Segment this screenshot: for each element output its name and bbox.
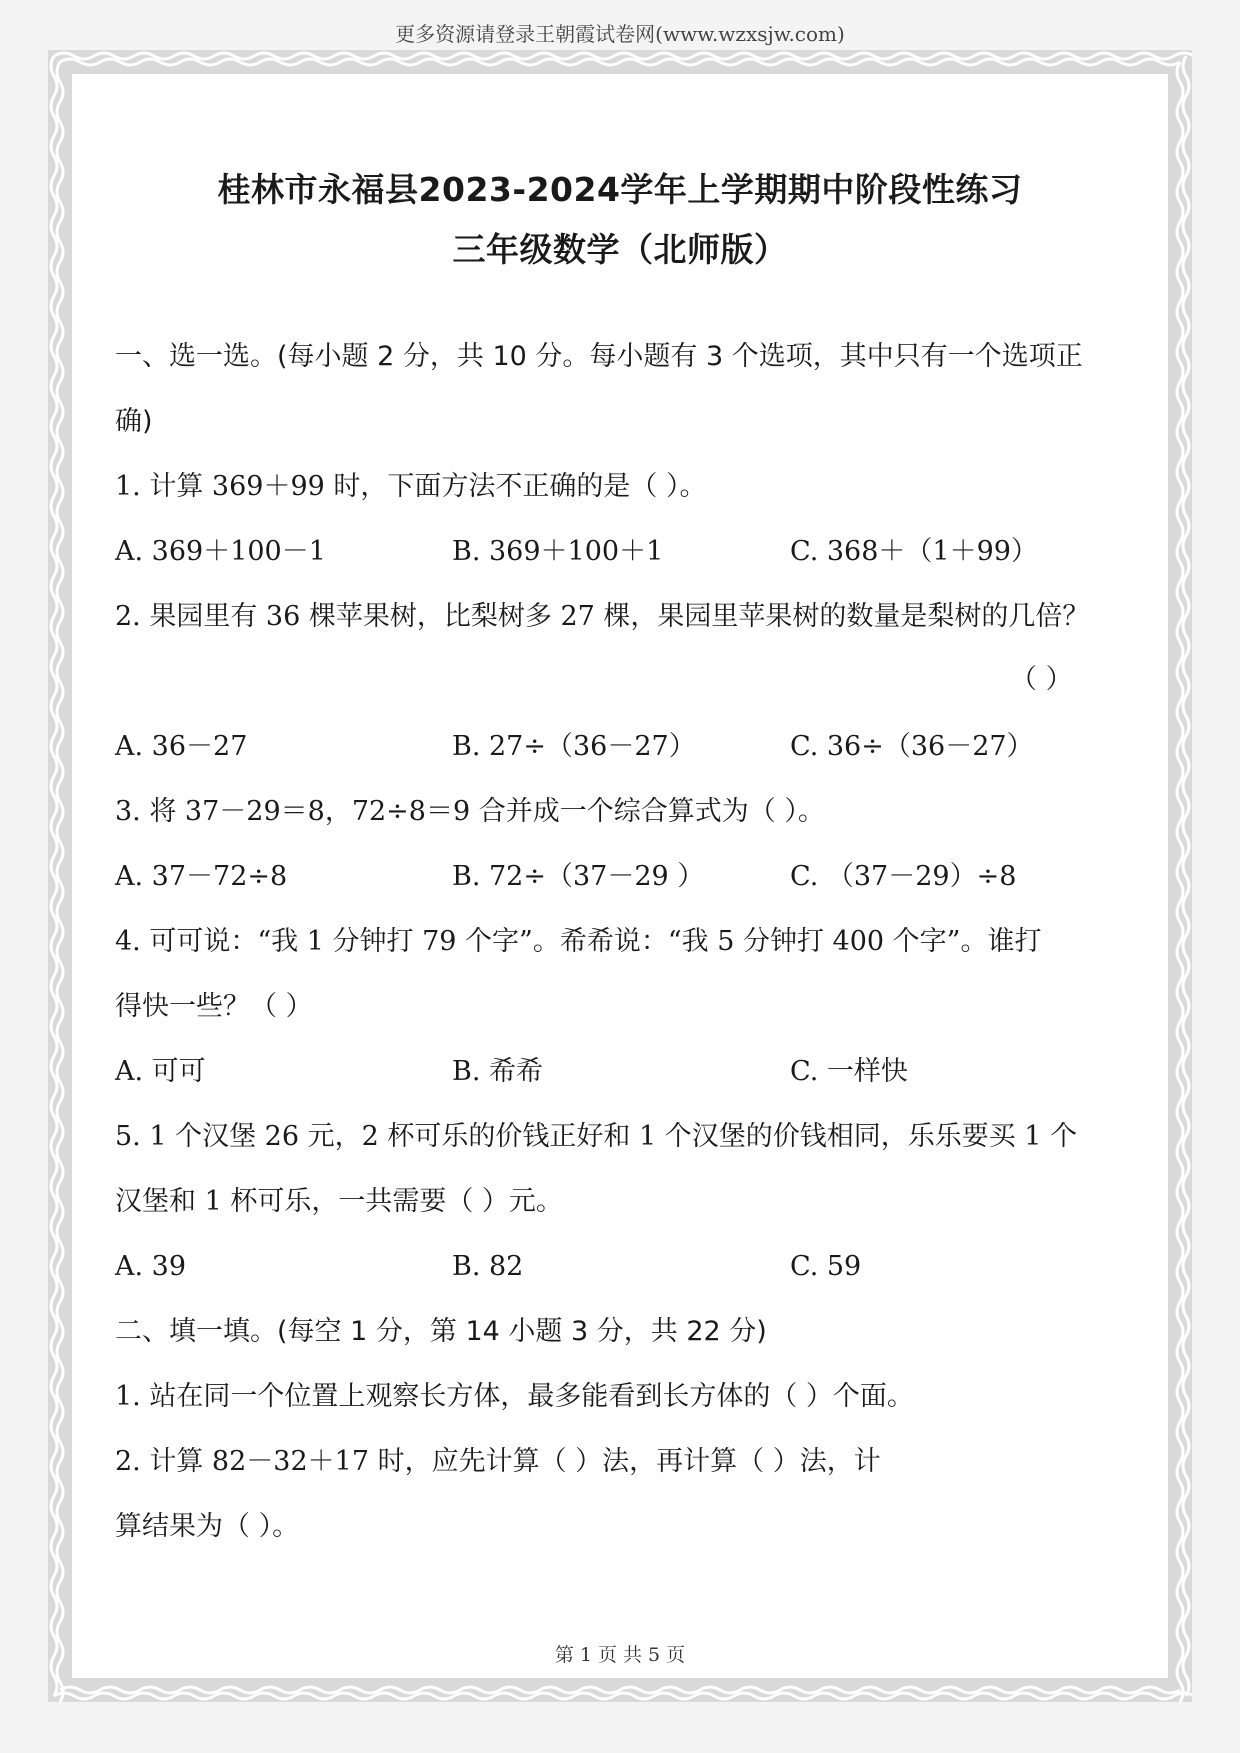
exam-title: 桂林市永福县2023-2024学年上学期期中阶段性练习 — [217, 170, 1023, 209]
exam-subtitle: 三年级数学（北师版） — [452, 230, 788, 269]
question-4: 4. 可可说：“我 1 分钟打 79 个字”。希希说：“我 5 分钟打 400 个字”。谁打 — [115, 926, 1042, 957]
question-5-cont: 汉堡和 1 杯可乐，一共需要（ ）元。 — [115, 1186, 563, 1217]
fill-question-2-cont: 算结果为（ ）。 — [115, 1511, 300, 1542]
q3-option-c: C. （37－29）÷8 — [790, 861, 1017, 892]
question-4-cont: 得快一些？（ ） — [115, 991, 313, 1022]
question-3: 3. 将 37－29＝8，72÷8＝9 合并成一个综合算式为（ ）。 — [115, 796, 825, 827]
q2-option-b: B. 27÷（36－27） — [452, 731, 696, 762]
q1-option-b: B. 369＋100＋1 — [452, 536, 664, 567]
q3-option-b: B. 72÷（37－29 ） — [452, 861, 705, 892]
fill-question-2: 2. 计算 82－32＋17 时，应先计算（ ）法，再计算（ ）法，计 — [115, 1446, 881, 1477]
section1-heading: 一、选一选。(每小题 2 分，共 10 分。每小题有 3 个选项，其中只有一个选项正 — [115, 341, 1083, 372]
q3-option-a: A. 37－72÷8 — [115, 861, 288, 892]
q4-option-b: B. 希希 — [452, 1056, 544, 1087]
question-2: 2. 果园里有 36 棵苹果树，比梨树多 27 棵，果园里苹果树的数量是梨树的几倍？ — [115, 601, 1090, 632]
section1-heading-cont: 确) — [115, 406, 153, 437]
fill-question-1: 1. 站在同一个位置上观察长方体，最多能看到长方体的（ ）个面。 — [115, 1381, 914, 1412]
q4-option-a: A. 可可 — [115, 1056, 206, 1087]
q1-option-c: C. 368＋（1＋99） — [790, 536, 1038, 567]
q5-option-a: A. 39 — [115, 1251, 187, 1282]
q5-option-b: B. 82 — [452, 1251, 524, 1282]
section2-heading: 二、填一填。(每空 1 分，第 14 小题 3 分，共 22 分) — [115, 1316, 767, 1347]
q5-option-c: C. 59 — [790, 1251, 862, 1282]
q2-answer-blank: （ ） — [1010, 664, 1073, 695]
q2-option-c: C. 36÷（36－27） — [790, 731, 1034, 762]
page-number: 第 1 页 共 5 页 — [554, 1644, 686, 1666]
q2-option-a: A. 36－27 — [115, 731, 248, 762]
exam-page — [72, 74, 1168, 1678]
question-5: 5. 1 个汉堡 26 元，2 杯可乐的价钱正好和 1 个汉堡的价钱相同，乐乐要买 1 个 — [115, 1121, 1078, 1152]
question-1: 1. 计算 369＋99 时，下面方法不正确的是（ ）。 — [115, 471, 707, 502]
site-header: 更多资源请登录王朝霞试卷网(www.wzxsjw.com) — [395, 22, 845, 46]
q4-option-c: C. 一样快 — [790, 1056, 908, 1087]
q1-option-a: A. 369＋100－1 — [115, 536, 326, 567]
